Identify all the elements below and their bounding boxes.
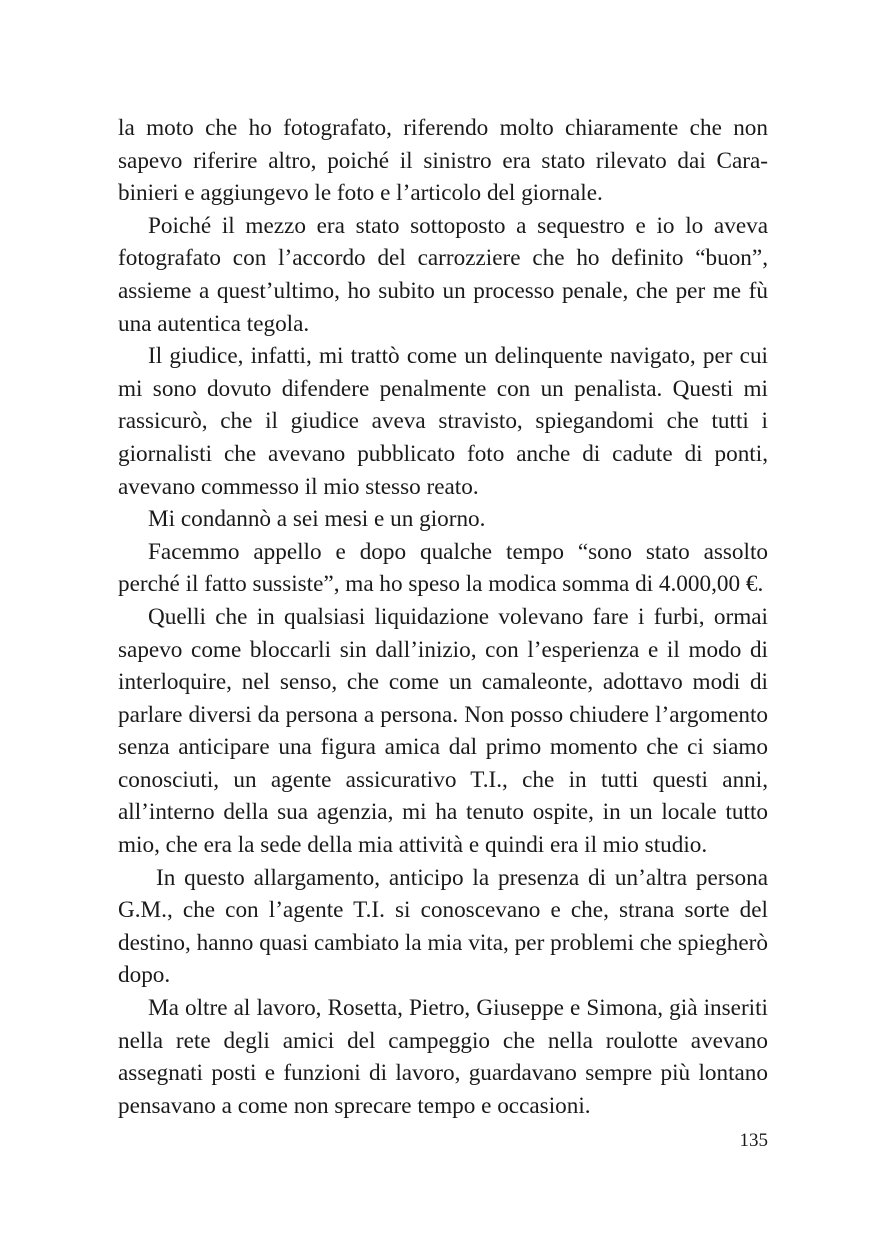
paragraph-1: la moto che ho fotografato, riferendo molto chiaramente che non sapevo riferire altro, poiché il sinistro era stato rilevato dai Carabinieri e aggiungevo le foto e l’articolo del giornale. [118,115,768,207]
paragraph-6: Quelli che in qualsiasi liquidazione volevano fare i furbi, ormai sapevo come bloccarli sin dall’inizio, con l’esperienza e il modo di interloquire, nel senso, che come un camaleonte, adottavo modi di parlare diversi da persona a persona. Non posso chiudere l’argomento senza anticipare una figura amica dal primo momento che ci siamo conosciuti, un agente assicurativo T.I., che in tutti questi anni, all’interno della sua agenzia, mi ha tenuto ospite, in un locale tutto mio, che era la sede della mia attività e quindi era il mio studio. [118,603,768,859]
page-number: 135 [739,1130,768,1151]
paragraph-8: Ma oltre al lavoro, Rosetta, Pietro, Giuseppe e Simona, già inseriti nella rete degli amici del campeggio che nella roulotte avevano assegnati posti e funzioni di lavoro, guardavano sempre più lontano pensavano a come non sprecare tempo e occasioni. [118,995,768,1119]
paragraph-3: Il giudice, infatti, mi trattò come un delinquente navigato, per cui mi sono dovuto difendere penalmente con un penalista. Questi mi rassicurò, che il giudice aveva stravisto, spiegandomi che tutti i giornalisti che avevano pubblicato foto anche di cadute di ponti, avevano commesso il mio stesso reato. [118,343,768,500]
body-text [118,112,768,1122]
paragraph-7: In questo allargamento, anticipo la presenza di un’altra persona G.M., che con l’agente T.I. si conoscevano e che, strana sorte del destino, hanno quasi cambiato la mia vita, per problemi che spiegherò dopo. [118,864,768,989]
paragraph-4: Mi condannò a sei mesi e un giorno. [148,506,486,533]
paragraph-5: Facemmo appello e dopo qualche tempo “sono stato assolto perché il fatto sussiste”, ma ho speso la modica somma di 4.000,00 €. [118,538,768,598]
paragraph-2: Poiché il mezzo era stato sottoposto a sequestro e io lo aveva fotografato con l’accordo del carrozziere che ho definito “buon”, assieme a quest’ultimo, ho subito un processo penale, che per me fù una autentica tegola. [118,212,768,337]
